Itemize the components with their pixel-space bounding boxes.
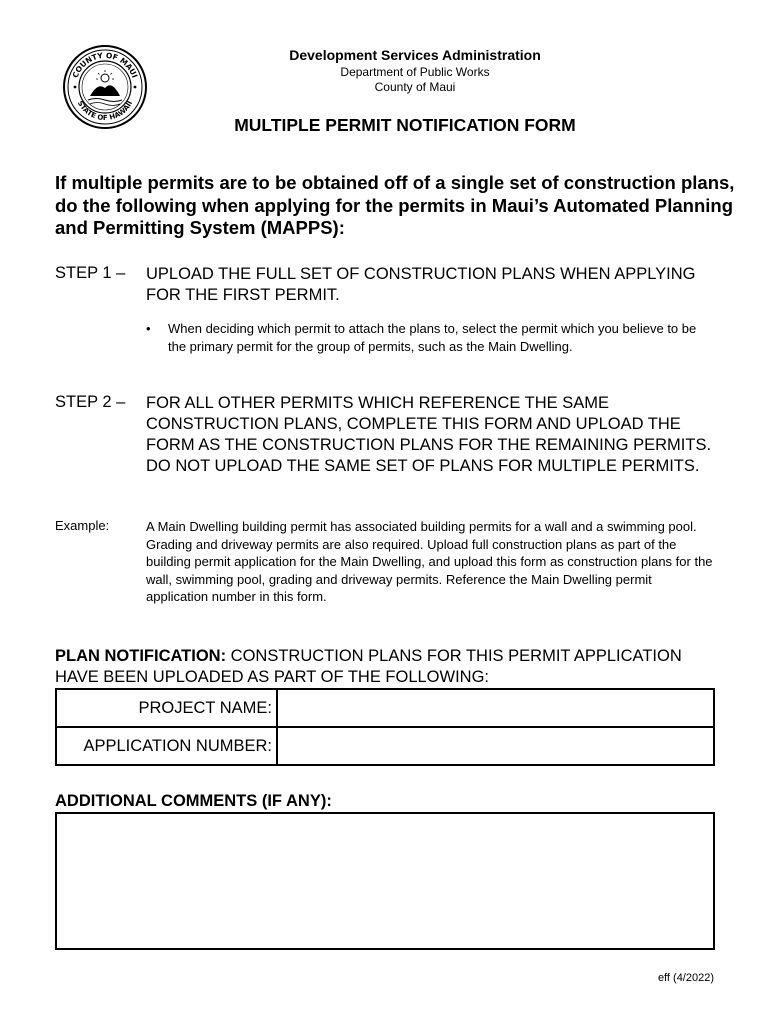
svg-text:COUNTY OF MAUI: COUNTY OF MAUI [70, 50, 140, 80]
example-text: A Main Dwelling building permit has associated building permits for a wall and a swimming pool. Grading and driveway permits are also required. Upload full construction plans as part of the building permit application for the Main Dwelling, and upload this form as construction plans for the wall, swimming pool, grading and driveway permits. Reference the Main Dwelling permit application number in this form. [146, 519, 713, 604]
county-name: County of Maui [374, 80, 456, 94]
project-name-field[interactable] [277, 689, 714, 727]
svg-text:STATE OF HAWAII: STATE OF HAWAII [75, 99, 135, 123]
step-1-label: STEP 1 – [55, 264, 126, 282]
plan-notification-text: CONSTRUCTION PLANS FOR THIS PERMIT APPLICATION HAVE BEEN UPLOADED AS PART OF THE FOLLOWING: [55, 647, 682, 686]
form-title: MULTIPLE PERMIT NOTIFICATION FORM [234, 115, 576, 135]
step-1-bullet-text: When deciding which permit to attach the plans to, select the permit which you believe to be the primary permit for the group of permits, such as the Main Dwelling. [168, 321, 697, 354]
step-2-text: FOR ALL OTHER PERMITS WHICH REFERENCE THE SAME CONSTRUCTION PLANS, COMPLETE THIS FORM AND UPLOAD THE FORM AS THE CONSTRUCTION PLANS FOR THE REMAINING PERMITS. DO NOT UPLOAD THE SAME SET OF PLANS FOR MULTIPLE PERMITS. [146, 394, 712, 475]
department-name: Department of Public Works [340, 65, 490, 79]
application-number-label: APPLICATION NUMBER: [56, 727, 277, 765]
revision-date: eff (4/2022) [657, 972, 714, 984]
project-name-row [56, 689, 714, 727]
application-number-row [56, 727, 714, 765]
plan-notification [55, 646, 715, 688]
step-2-label: STEP 2 – [55, 393, 126, 411]
bullet-icon: • [146, 321, 151, 336]
plan-notification-heading: PLAN NOTIFICATION: [55, 647, 227, 665]
application-number-field[interactable] [277, 727, 714, 765]
additional-comments-field[interactable] [55, 812, 715, 950]
step-1-text: UPLOAD THE FULL SET OF CONSTRUCTION PLANS WHEN APPLYING FOR THE FIRST PERMIT. [146, 265, 696, 304]
additional-comments-label: ADDITIONAL COMMENTS (IF ANY): [55, 792, 332, 810]
project-info-table [55, 688, 715, 766]
example-label: Example: [55, 518, 110, 533]
intro-instructions: If multiple permits are to be obtained off of a single set of construction plans, do the following when applying for the permits in Maui’s Automated Planning and Permitting System (MAPPS): [55, 172, 735, 238]
project-name-label: PROJECT NAME: [56, 689, 277, 727]
organization-name: Development Services Administration [289, 47, 541, 63]
